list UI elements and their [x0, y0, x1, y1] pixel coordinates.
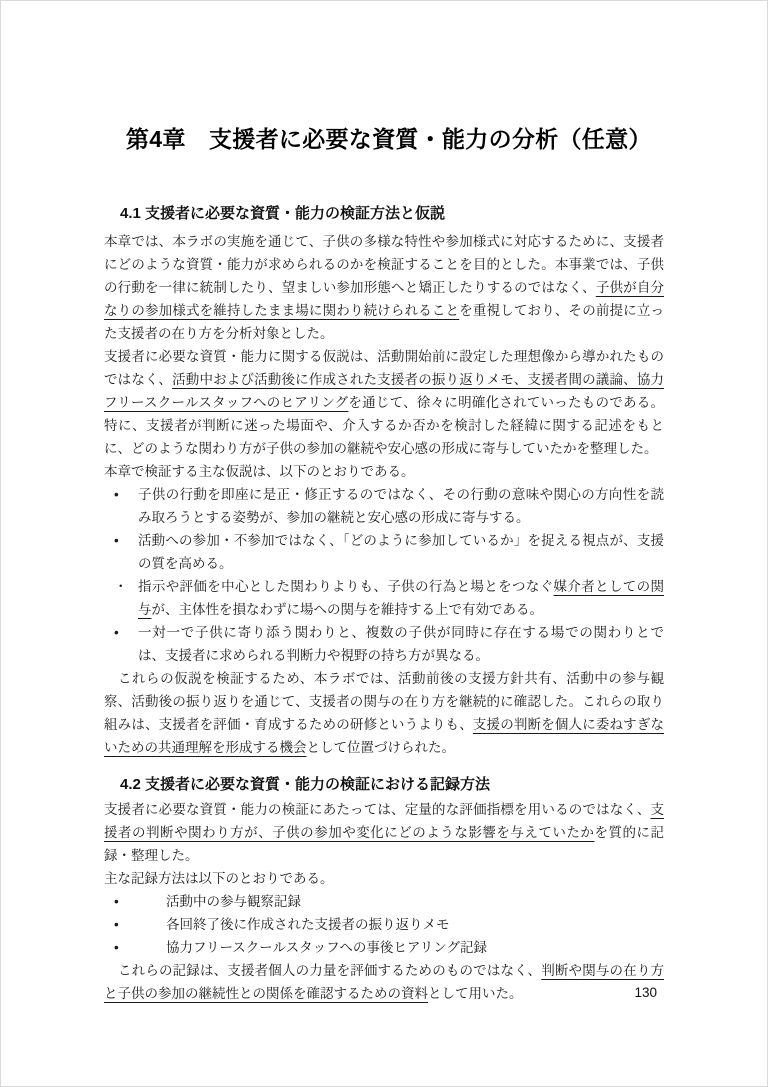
section-4-1-paragraph-1: 本章では、本ラボの実施を通じて、子供の多様な特性や参加様式に対応するために、支援者にどのような資質・能力が求められるのかを検証することを目的とした。本事業では、子供の行動を一律に統制したり、望ましい参加形態へと矯正したりするのではなく、子供が自分なりの参加様式を維持したまま場に関わり続けられることを重視しており、その前提に立った支援者の在り方を分析対象とした。: [104, 234, 665, 341]
section-4-2-paragraph-3: これらの記録は、支援者個人の力量を評価するためのものではなく、判断や関与の在り方と子供の参加の継続性との関係を確認するための資料として用いた。: [104, 963, 665, 1001]
section-4-2: [104, 774, 664, 1005]
section-4-1-paragraph-3: 本章で検証する主な仮説は、以下のとおりである。: [104, 464, 415, 479]
bullet-marker: •: [114, 533, 119, 548]
bullet-marker: •: [114, 917, 119, 932]
bullet-text: 指示や評価を中心とした関わりよりも、子供の行為と場とをつなぐ媒介者としての関与が、主体性を損なわずに場への関与を維持する上で有効である。: [138, 579, 665, 617]
bullet-marker: •: [114, 894, 119, 909]
page-content: [1, 122, 767, 1005]
record-method-bullet-3: [104, 936, 664, 959]
record-method-bullet-2: [104, 913, 664, 936]
record-method-bullet-1: [104, 890, 664, 913]
section-4-2-paragraph-1: 支援者に必要な資質・能力の検証にあたっては、定量的な評価指標を用いるのではなく、支援者の判断や関わり方が、子供の参加や変化にどのような影響を与えていたかを質的に記録・整理した。: [104, 802, 665, 863]
hypothesis-bullet-4: [104, 621, 664, 667]
section-4-2-heading: 4.2 支援者に必要な資質・能力の検証における記録方法: [120, 776, 491, 793]
bullet-marker: •: [114, 487, 119, 502]
hypothesis-bullet-2: [104, 529, 664, 575]
bullet-text: 活動中の参与観察記録: [166, 894, 301, 909]
bullet-text: 協力フリースクールスタッフへの事後ヒアリング記録: [166, 940, 488, 955]
section-4-1-paragraph-4: これらの仮説を検証するため、本ラボでは、活動前後の支援方針共有、活動中の参与観察、活動後の振り返りを通じて、支援者の関与の在り方を継続的に確認した。これらの取り組みは、支援者を評価・育成するための研修というよりも、支援の判断を個人に委ねすぎないための共通理解を形成する機会として位置づけられた。: [104, 671, 665, 755]
bullet-text: 一対一で子供に寄り添う関わりと、複数の子供が同時に存在する場での関わりとでは、支援者に求められる判断力や視野の持ち方が異なる。: [138, 625, 664, 663]
bullet-marker: •: [114, 940, 119, 955]
bullet-text: 子供の行動を即座に是正・修正するのではなく、その行動の意味や関心の方向性を読み取ろうとする姿勢が、参加の継続と安心感の形成に寄与する。: [138, 487, 664, 525]
hypothesis-bullet-1: [104, 483, 664, 529]
bullet-text: 各回終了後に作成された支援者の振り返りメモ: [166, 917, 450, 932]
bullet-text: 活動への参加・不参加ではなく、「どのように参加しているか」を捉える視点が、支援の質を高める。: [138, 533, 664, 571]
hypothesis-bullet-3: [104, 575, 664, 621]
section-4-1-paragraph-2: 支援者に必要な資質・能力に関する仮説は、活動開始前に設定した理想像から導かれたものではなく、活動中および活動後に作成された支援者の振り返りメモ、支援者間の議論、協力フリースクールスタッフへのヒアリングを通じて、徐々に明確化されていったものである。特に、支援者が判断に迷った場面や、介入するか否かを検討した経緯に関する記述をもとに、どのような関わり方が子供の参加の継続や安心感の形成に寄与していたかを整理した。: [104, 349, 665, 456]
bullet-marker: •: [114, 625, 119, 640]
section-4-2-paragraph-2: 主な記録方法は以下のとおりである。: [104, 871, 334, 886]
page-number: 130: [634, 985, 657, 1000]
chapter-title: 第4章 支援者に必要な資質・能力の分析（任意）: [126, 126, 652, 152]
section-4-1: [104, 203, 664, 759]
bullet-marker: ・: [114, 579, 128, 594]
section-4-1-heading: 4.1 支援者に必要な資質・能力の検証方法と仮説: [120, 205, 446, 222]
